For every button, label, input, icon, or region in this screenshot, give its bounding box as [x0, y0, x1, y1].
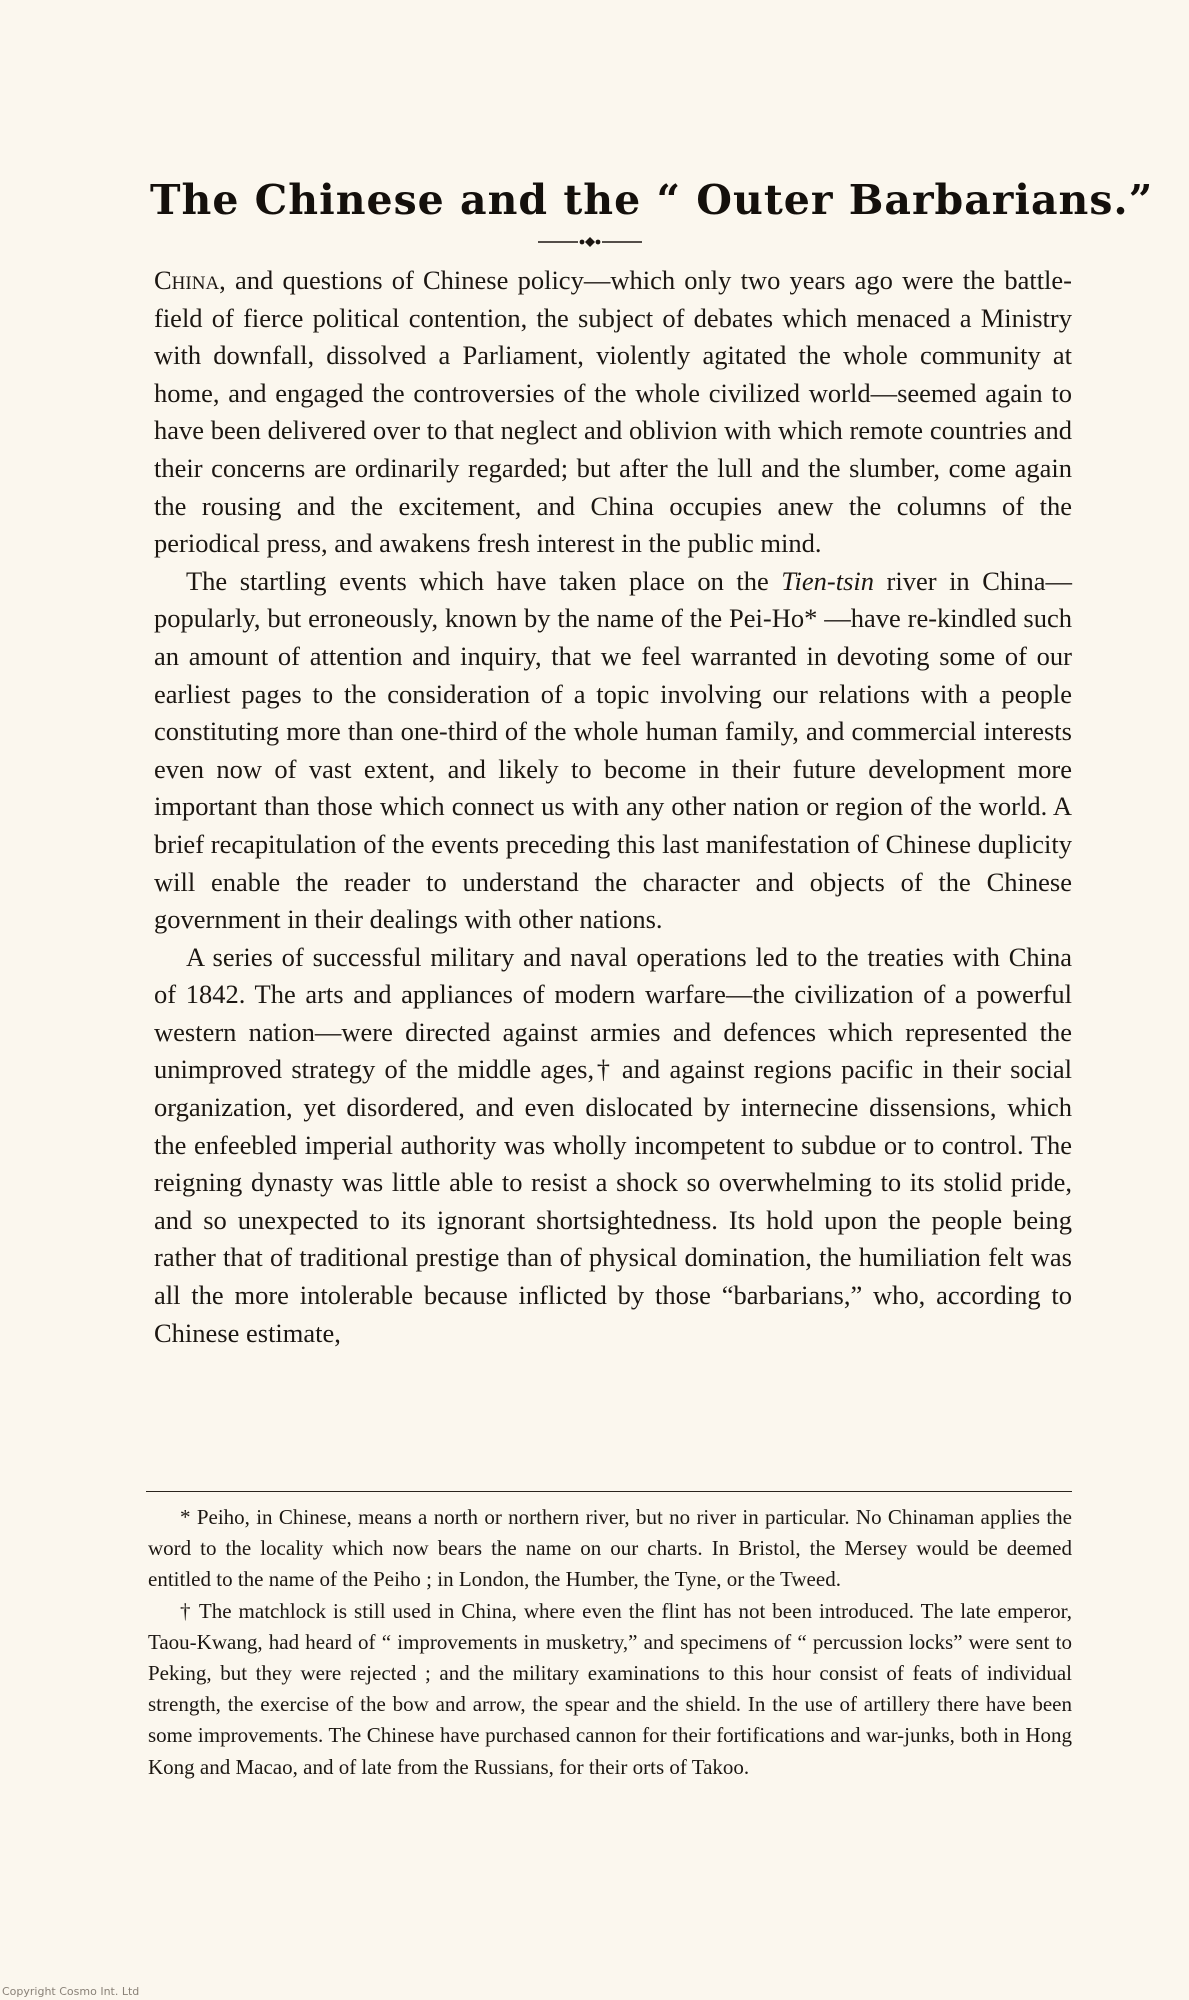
paragraph-1 [154, 262, 1072, 563]
paragraph-2-italic: Tien-tsin [781, 565, 875, 596]
title-ornament [538, 235, 642, 249]
paragraph-2-text-before: The startling events which have taken place on the [186, 565, 782, 596]
paragraph-2-text-after: river in China—popularly, but erroneously, known by the name of the Pei-Ho* —have re-kindled such an amount of attention and inquiry, that we feel warranted in devoting some of our earliest pages to the consideration of a topic involving our relations with a people constituting more than one-third of the whole human family, and commercial interests even now of vast extent, and likely to become in their future development more important than those which connect us with any other nation or region of the world. A brief recapitulation of the events preceding this last manifestation of Chinese duplicity will enable the reader to understand the character and objects of the Chinese government in their dealings with other nations. [154, 565, 1072, 935]
footnote-2: † The matchlock is still used in China, where even the flint has not been introduced. The late emperor, Taou-Kwang, had heard of “ improvements in musketry,” and specimens of “ percussion locks” were sent to Peking, but they were rejected ; and the military examinations to this hour consist of feats of individual strength, the exercise of the bow and arrow, the spear and the shield. In the use of artillery there have been some improvements. The Chinese have purchased cannon for their fortifications and war-junks, both in Hong Kong and Macao, and of late from the Russians, for their orts of Takoo. [148, 1598, 1072, 1779]
footnote-1: * Peiho, in Chinese, means a north or northern river, but no river in particular. No Chinaman applies the word to the locality which now bears the name on our charts. In Bristol, the Mersey would be deemed entitled to the name of the Peiho ; in London, the Humber, the Tyne, or the Tweed. [148, 1505, 1072, 1592]
copyright-watermark: Copyright Cosmo Int. Ltd [2, 1985, 140, 1998]
paragraph-2 [154, 563, 1072, 939]
paragraph-3: A series of successful military and naval operations led to the treaties with China of 1842. The arts and appliances of modern warfare—the civilization of a powerful western nation—were directed against armies and defences which represented the unimproved strategy of the middle ages,† and against regions pacific in their social organization, yet disordered, and even dislocated by internecine dissensions, which the enfeebled imperial authority was wholly incompetent to subdue or to control. The reigning dynasty was little able to resist a shock so overwhelming to its stolid pride, and so unexpected to its ignorant shortsightedness. Its hold upon the people being rather that of traditional prestige than of physical domination, the humiliation felt was all the more intolerable because inflicted by those “barbarians,” who, according to Chinese estimate, [154, 941, 1072, 1348]
drop-lead-word: China [154, 265, 220, 295]
article-body [154, 262, 1072, 1352]
paragraph-1-text: , and questions of Chinese policy—which only two years ago were the battle-field of fierce political contention, the subject of debates which menaced a Ministry with downfall, dissolved a Parliament, violently agitated the whole community at home, and engaged the controversies of the whole civilized world—seemed again to have been delivered over to that neglect and oblivion with which remote countries and their concerns are ordinarily regarded; but after the lull and the slumber, come again the rousing and the excitement, and China occupies anew the columns of the periodical press, and awakens fresh interest in the public mind. [154, 265, 1072, 559]
footnotes [148, 1502, 1072, 1783]
footnote-rule [146, 1491, 1072, 1492]
article-title: The Chinese and the “ Outer Barbarians.” [150, 176, 1154, 224]
